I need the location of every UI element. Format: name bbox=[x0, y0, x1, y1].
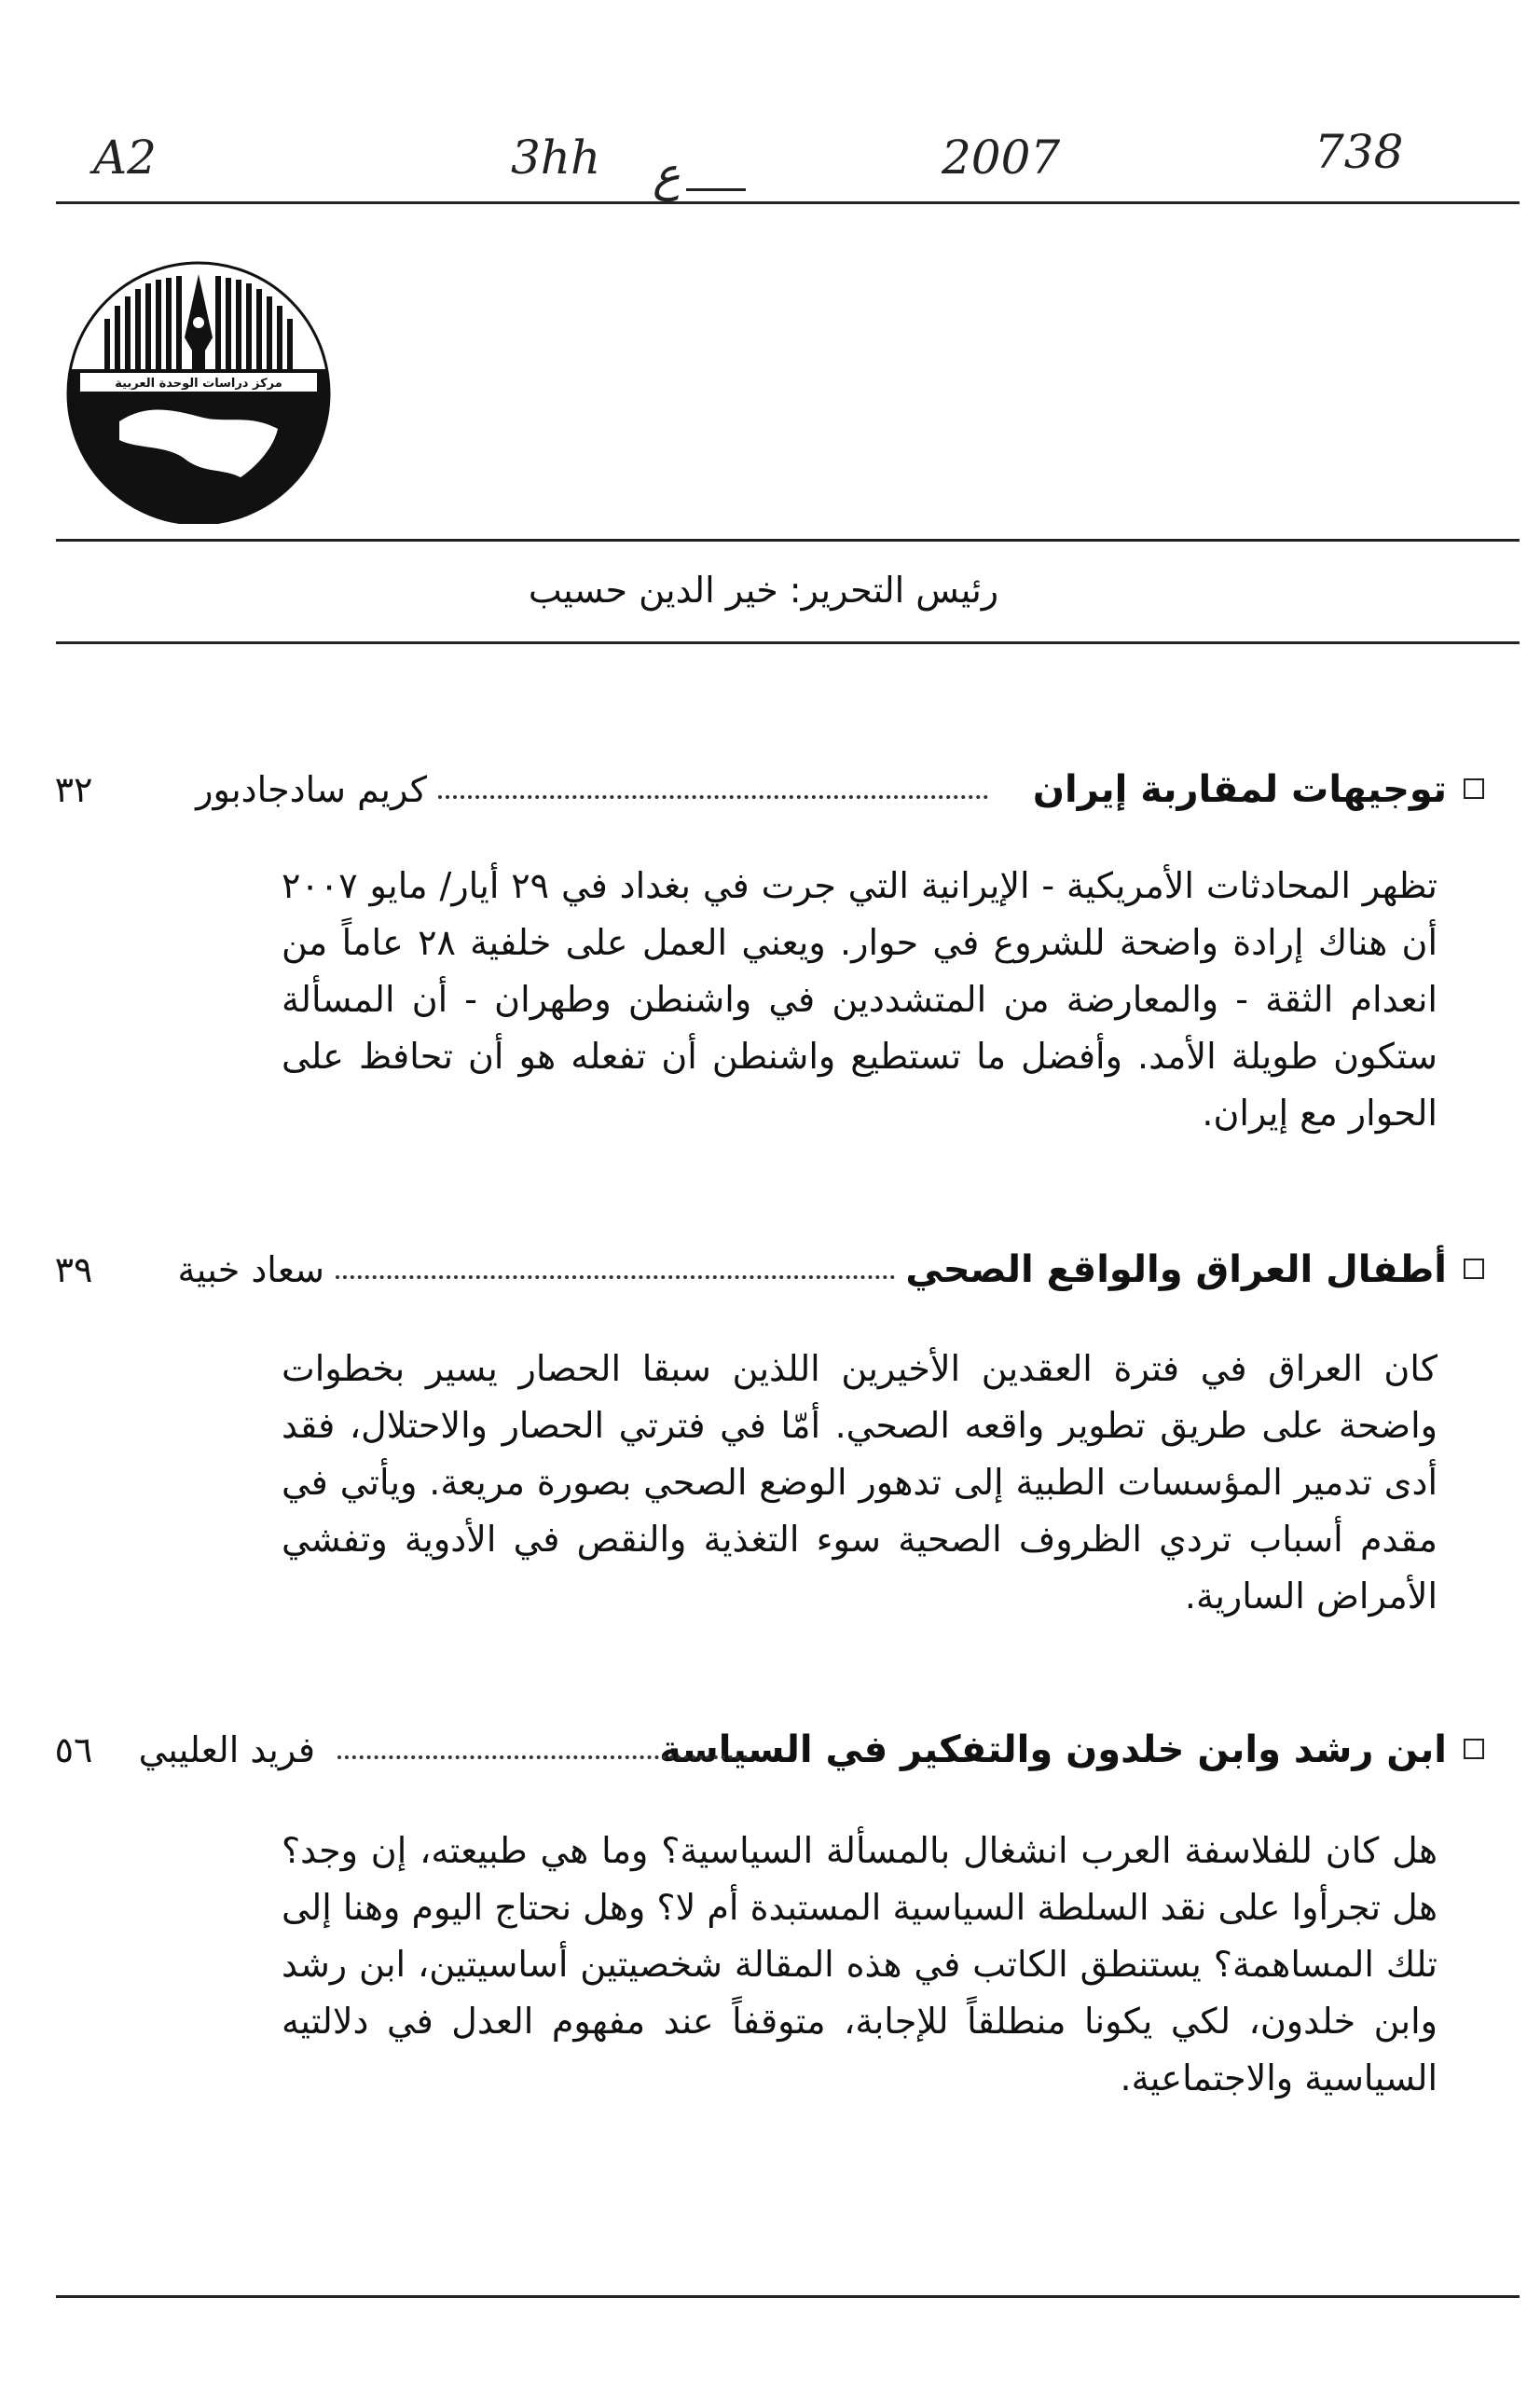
handwritten-number: 738 bbox=[1314, 125, 1404, 179]
article-author: كريم سادجادبور bbox=[196, 769, 427, 810]
article-page-number[interactable]: ٣٢ bbox=[54, 769, 93, 810]
article-abstract: تظهر المحادثات الأمريكية - الإيرانية التي جرت في بغداد في ٢٩ أيار/ مايو ٢٠٠٧ أن هناك إرادة واضحة للشروع في حوار. ويعني العمل على خلفية ٢٨ عاماً من انعدام الثقة - والمعارضة من المتشددين في واشنطن وطهران - أن المسألة ستكون طويلة الأمد. وأفضل ما تستطيع واشنطن أن تفعله هو أن تحافظ على الحوار مع إيران. bbox=[282, 865, 1438, 1134]
top-rule bbox=[56, 201, 1520, 204]
handwritten-shelf-mark: 3hh bbox=[511, 131, 601, 185]
bullet-box bbox=[1464, 1739, 1484, 1759]
handwritten-code: A2 bbox=[93, 131, 157, 185]
handwritten-letter: ع bbox=[653, 147, 681, 201]
article-page-number[interactable]: ٥٦ bbox=[54, 1729, 93, 1770]
article-title[interactable]: أطفال العراق والواقع الصحي bbox=[905, 1248, 1447, 1291]
article-abstract: كان العراق في فترة العقدين الأخيرين اللذين سبقا الحصار يسير بخطوات واضحة على طريق تطوير واقعه الصحي. أمّا في فترتي الحصار والاحتلال، فقد أدى تدمير المؤسسات الطبية إلى تدهور الوضع الصحي بصورة مريعة. ويأتي في مقدم أسباب تردي الظروف الصحية سوء التغذية والنقص في الأدوية وتفشي الأمراض السارية. bbox=[282, 1348, 1438, 1617]
article-author: فريد العليبي bbox=[138, 1729, 315, 1770]
editor-in-chief bbox=[0, 557, 1527, 623]
leader-dots bbox=[438, 795, 988, 799]
handwritten-year: 2007 bbox=[942, 131, 1061, 185]
article-author: سعاد خبية bbox=[177, 1249, 324, 1290]
article-title[interactable]: توجيهات لمقاربة إيران bbox=[1032, 768, 1447, 811]
leader-dots bbox=[336, 1275, 895, 1279]
leader-dots bbox=[337, 1755, 748, 1759]
article-title[interactable]: ابن رشد وابن خلدون والتفكير في السياسة bbox=[659, 1728, 1447, 1771]
bullet-box bbox=[1464, 778, 1484, 799]
article-heading bbox=[0, 760, 1527, 819]
article-abstract: هل كان للفلاسفة العرب انشغال بالمسألة السياسية؟ وما هي طبيعته، إن وجد؟ هل تجرأوا على نقد السلطة السياسية المستبدة أم لا؟ وهل نحتاج اليوم وهنا إلى تلك المساهمة؟ يستنطق الكاتب في هذه المقالة شخصيتين أساسيتين، ابن رشد وابن خلدون، لكي يكونا منطلقاً للإجابة، متوقفاً عند مفهوم العدل في دلالتيه السياسية والاجتماعية. bbox=[282, 1830, 1438, 2098]
bullet-box bbox=[1464, 1259, 1484, 1279]
bottom-rule bbox=[56, 2295, 1520, 2298]
upper-rule bbox=[56, 539, 1520, 542]
lower-rule bbox=[56, 641, 1520, 644]
article-heading bbox=[0, 1720, 1527, 1780]
editor-line: رئيس التحرير: خير الدين حسيب bbox=[528, 570, 999, 611]
article-page-number[interactable]: ٣٩ bbox=[54, 1249, 93, 1290]
handwritten-underline bbox=[686, 188, 746, 191]
article-heading bbox=[0, 1240, 1527, 1300]
logo-text: مركز دراسات الوحدة العربية bbox=[115, 377, 282, 391]
institution-logo bbox=[63, 254, 334, 524]
